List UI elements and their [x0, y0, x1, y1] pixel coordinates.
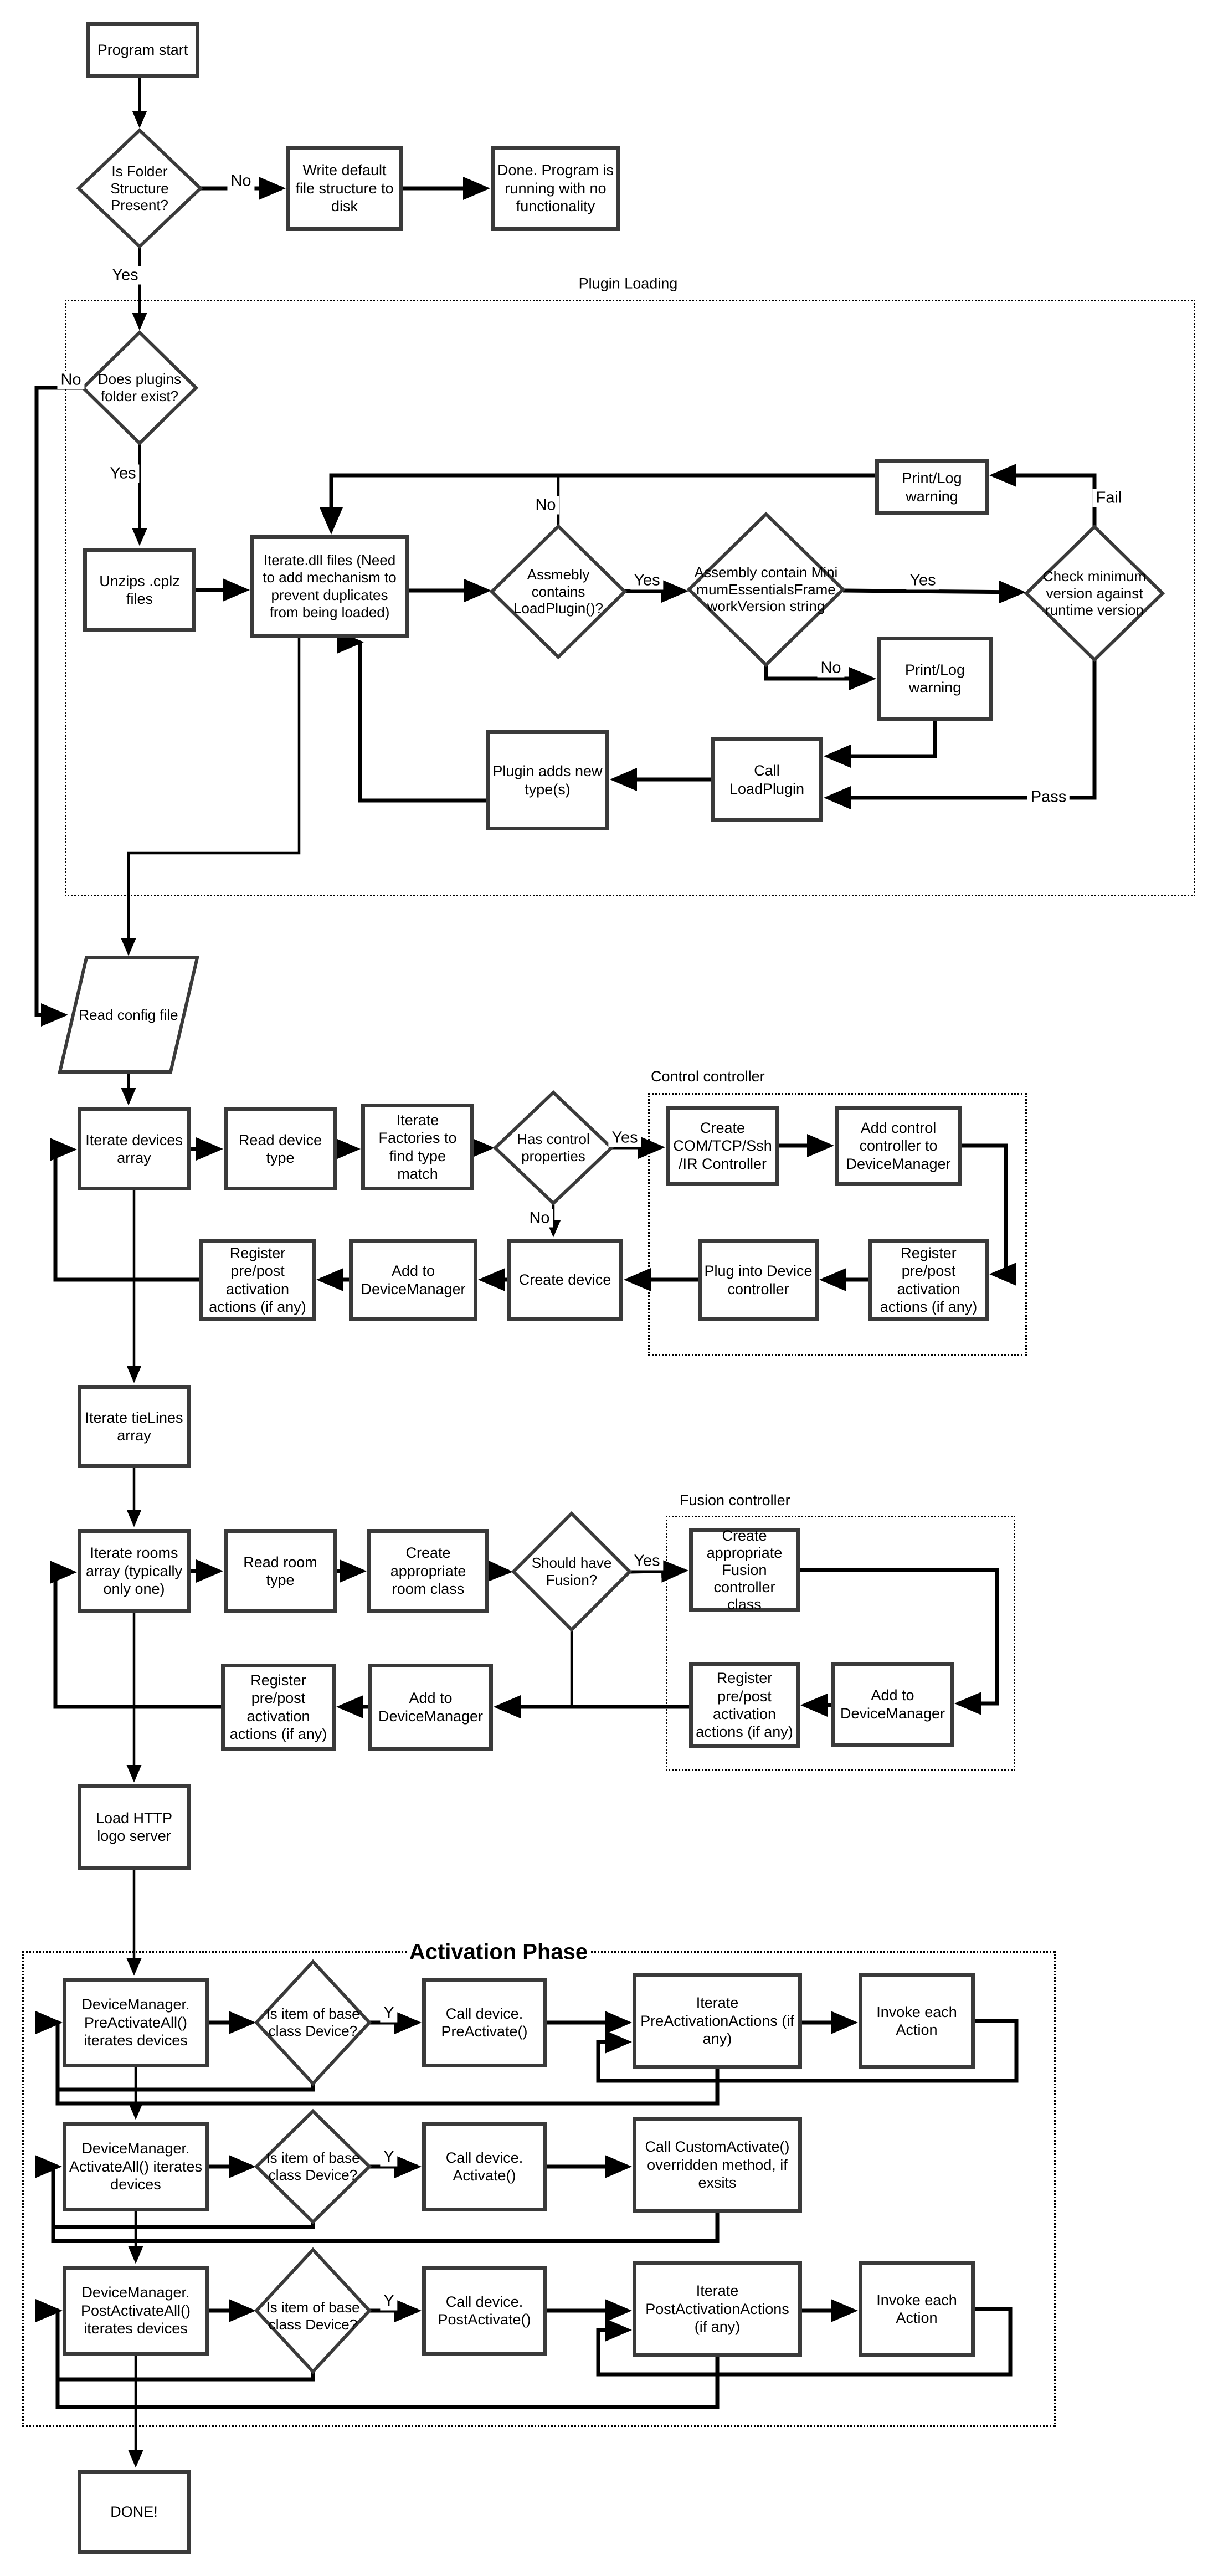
diamond-does-plugins — [83, 332, 196, 443]
node-print-log-warning-bottom: Print/Log warning — [877, 637, 993, 721]
node-create-device: Create device — [507, 1239, 623, 1321]
diamond-should-fusion — [513, 1513, 630, 1630]
node-invoke-each-action-1: Invoke each Action — [859, 1973, 975, 2069]
node-add-to-devicemanager-room: Add to DeviceManager — [368, 1664, 493, 1751]
node-register-actions-fusion: Register pre/post activation actions (if any) — [689, 1662, 800, 1748]
node-plugin-adds-types: Plugin adds new type(s) — [486, 730, 609, 830]
node-iterate-rooms: Iterate rooms array (typically only one) — [78, 1529, 191, 1613]
edge-label-pass: Pass — [1027, 788, 1070, 807]
node-check-minimum-version: Check minimum version against runtime version — [1042, 567, 1147, 619]
node-add-to-devicemanager-fusion: Add to DeviceManager — [831, 1662, 954, 1747]
diamond-is-base-1 — [256, 1962, 369, 2084]
node-load-http-logo-server: Load HTTP logo server — [78, 1784, 191, 1870]
diamond-assembly-minfw — [689, 514, 843, 665]
node-plug-into-device-controller: Plug into Device controller — [698, 1239, 819, 1321]
node-register-actions-control: Register pre/post activation actions (if any) — [868, 1239, 989, 1321]
node-create-fusion-controller: Create appropriate Fusion controller class — [689, 1528, 800, 1612]
edge-label-fail: Fail — [1093, 489, 1126, 507]
edge-label-yes-control: Yes — [608, 1129, 641, 1147]
node-register-actions-dev: Register pre/post activation actions (if any) — [199, 1239, 316, 1321]
node-program-start: Program start — [86, 22, 199, 78]
node-iterate-postactivationactions: Iterate PostActivationActions (if any) — [633, 2261, 802, 2357]
diamond-is-folder — [79, 130, 201, 247]
node-call-device-preactivate: Call device. PreActivate() — [422, 1978, 547, 2067]
edge-label-no-control: No — [526, 1209, 553, 1228]
node-done: DONE! — [78, 2470, 191, 2554]
edge-label-y-1: Y — [380, 2004, 397, 2023]
edge-label-no-plugins: No — [57, 371, 84, 389]
edge-label-no-folder: No — [227, 172, 254, 191]
node-create-room-class: Create appropriate room class — [367, 1529, 489, 1613]
node-is-base-class-device-2: Is item of base class Device? — [266, 2149, 360, 2183]
node-assembly-contains-minfw: Assembly contain MinimumEssentialsFrameworkVersion string — [694, 563, 838, 615]
node-read-room-type: Read room type — [224, 1529, 337, 1613]
node-create-com-controller: Create COM/TCP/Ssh /IR Controller — [666, 1106, 779, 1186]
node-unzip-cplz: Unzips .cplz files — [83, 548, 196, 632]
node-assembly-contains-loadplugin: Assmebly contains LoadPlugin()? — [513, 566, 603, 617]
node-print-log-warning-top: Print/Log warning — [875, 459, 989, 515]
node-has-control-properties: Has control properties — [517, 1131, 590, 1164]
node-add-to-devicemanager-dev: Add to DeviceManager — [349, 1239, 477, 1321]
control-controller-label: Control controller — [649, 1068, 767, 1085]
node-add-control-controller: Add control controller to DeviceManager — [835, 1106, 962, 1186]
edge-label-yes-plugins: Yes — [106, 465, 139, 483]
plugin-loading-label: Plugin Loading — [577, 275, 680, 293]
node-is-base-class-device-1: Is item of base class Device? — [266, 2005, 360, 2039]
node-write-default: Write default file structure to disk — [286, 146, 403, 231]
node-call-loadplugin: Call LoadPlugin — [711, 737, 823, 822]
node-call-device-activate: Call device. Activate() — [422, 2122, 547, 2211]
edge-label-yes-loadplugin: Yes — [630, 572, 663, 590]
node-iterate-dll: Iterate.dll files (Need to add mechanism to prevent duplicates from being loaded) — [250, 535, 409, 638]
node-iterate-factories: Iterate Factories to find type match — [361, 1104, 474, 1190]
node-read-config-file: Read config file — [79, 1006, 178, 1023]
node-is-folder-structure: Is Folder Structure Present? — [110, 162, 169, 214]
node-devicemanager-preactivateall: DeviceManager. PreActivateAll() iterates devices — [63, 1978, 209, 2067]
node-is-base-class-device-3: Is item of base class Device? — [266, 2299, 360, 2333]
parallelogram-read-config — [60, 958, 197, 1072]
node-should-have-fusion: Should have Fusion? — [531, 1554, 612, 1588]
node-read-device-type: Read device type — [224, 1107, 337, 1190]
node-iterate-tielines: Iterate tieLines array — [78, 1385, 191, 1468]
node-call-customactivate: Call CustomActivate() overridden method, if exsits — [633, 2117, 802, 2213]
node-does-plugins-exist: Does plugins folder exist? — [97, 371, 182, 404]
node-call-device-postactivate: Call device. PostActivate() — [422, 2266, 547, 2356]
activation-phase-label: Activation Phase — [407, 1940, 590, 1965]
node-register-actions-room: Register pre/post activation actions (if any) — [221, 1664, 336, 1751]
diamond-assembly-loadplugin — [492, 526, 625, 657]
node-devicemanager-activateall: DeviceManager. ActivateAll() iterates devices — [63, 2122, 209, 2211]
edge-label-yes-folder: Yes — [109, 266, 141, 285]
diamond-is-base-2 — [256, 2111, 369, 2222]
node-iterate-preactivationactions: Iterate PreActivationActions (if any) — [633, 1973, 802, 2069]
node-invoke-each-action-3: Invoke each Action — [859, 2261, 975, 2357]
diamond-has-control — [495, 1092, 611, 1203]
node-devicemanager-postactivateall: DeviceManager. PostActivateAll() iterates devices — [63, 2266, 209, 2356]
node-iterate-devices: Iterate devices array — [78, 1107, 191, 1190]
edge-label-y-3: Y — [380, 2292, 397, 2311]
diamond-check-min-version — [1026, 527, 1163, 660]
edge-label-no-minfw: No — [817, 659, 844, 678]
diamond-is-base-3 — [256, 2250, 369, 2372]
edge-label-yes-minfw: Yes — [906, 572, 939, 590]
edge-label-yes-fusion: Yes — [630, 1552, 663, 1571]
edge-label-y-2: Y — [380, 2148, 397, 2167]
fusion-controller-label: Fusion controller — [677, 1492, 793, 1509]
edge-label-no-loadplugin: No — [532, 496, 559, 515]
node-done-no-functionality: Done. Program is running with no functionality — [491, 146, 620, 231]
